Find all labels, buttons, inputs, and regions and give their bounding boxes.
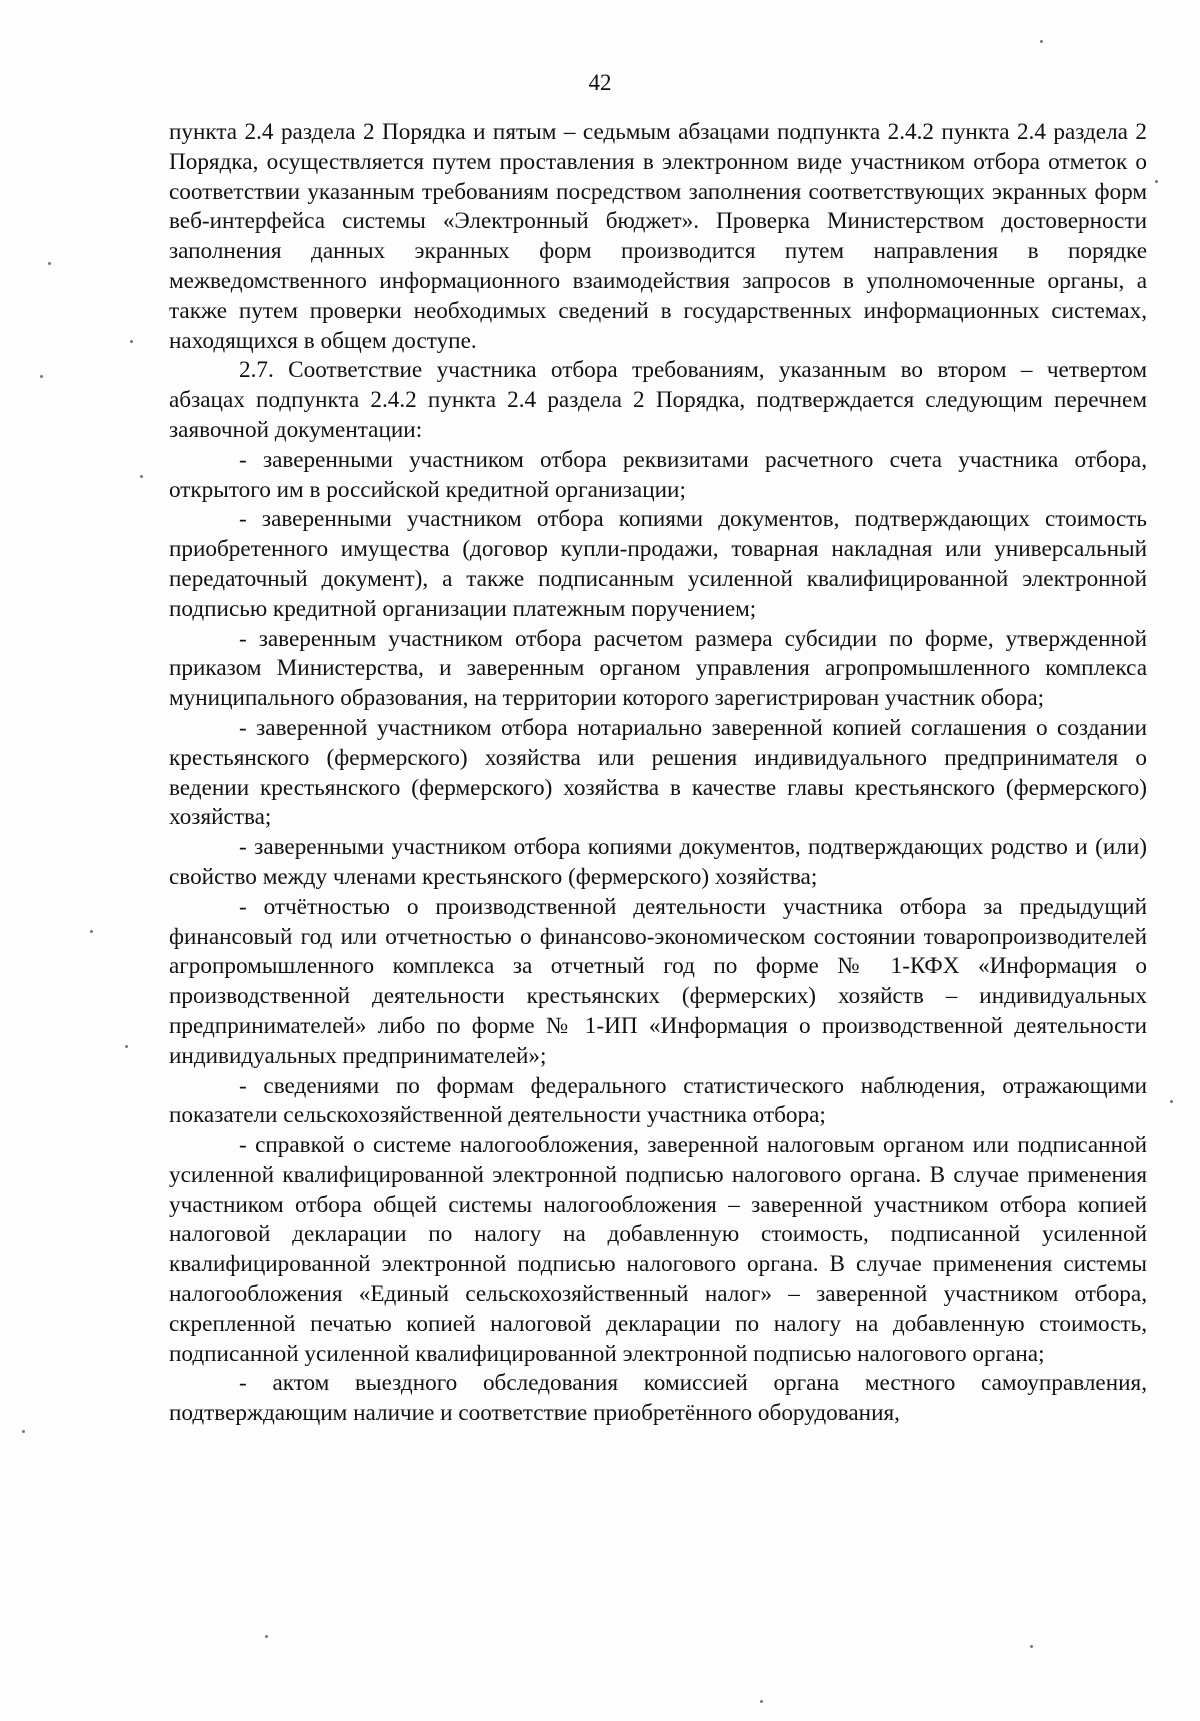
page-number: 42 <box>588 70 612 95</box>
list-item: - заверенной участником отбора нотариально заверенной копией соглашения о создании крестьянского (фермерского) хозяйства или решения индивидуального предпринимателя о ведении крестьянского (фермерского) хозяйства в качестве главы крестьянского (фермерского) хозяйства; <box>169 714 1147 831</box>
paragraph: 2.7. Соответствие участника отбора требованиям, указанным во втором – четвертом абзацах подпункта 2.4.2 пункта 2.4 раздела 2 Порядка, подтверждается следующим перечнем заявочной документации: <box>169 357 1147 443</box>
paragraph: пункта 2.4 раздела 2 Порядка и пятым – седьмым абзацами подпункта 2.4.2 пункта 2.4 раздела 2 Порядка, осуществляется путем проставления в электронном виде участником отбора отметок о соответствии указанным требованиям посредством заполнения соответствующих экранных форм веб-интерфейса системы «Электронный бюджет». Проверка Министерством достоверности заполнения данных экранных форм производится путем направления в порядке межведомственного информационного взаимодействия запросов в уполномоченные органы, а также путем проверки необходимых сведений в государственных информационных системах, находящихся в общем доступе. <box>169 119 1147 354</box>
scan-speck <box>1040 40 1043 43</box>
list-item: - заверенными участником отбора реквизитами расчетного счета участника отбора, открытого им в российской кредитной организации; <box>169 446 1147 503</box>
list-item: - заверенными участником отбора копиями документов, подтверждающих родство и (или) свойство между членами крестьянского (фермерского) хозяйства; <box>169 834 1147 890</box>
scan-speck <box>140 475 143 478</box>
scan-speck <box>48 262 51 265</box>
list-item: - сведениями по формам федерального статистического наблюдения, отражающими показатели сельскохозяйственной деятельности участника отбора; <box>169 1072 1147 1129</box>
scan-speck <box>1030 1645 1033 1648</box>
scan-speck <box>760 1700 763 1703</box>
scan-speck <box>90 930 93 933</box>
scan-speck <box>40 375 43 378</box>
scan-speck <box>125 1045 128 1048</box>
scan-speck <box>22 1430 25 1433</box>
scan-speck <box>1155 180 1158 183</box>
list-item: - актом выездного обследования комиссией органа местного самоуправления, подтверждающим наличие и соответствие приобретённого оборудования, <box>169 1370 1147 1427</box>
list-item: - отчётностью о производственной деятельности участника отбора за предыдущий финансовый год или отчетностью о финансово-экономическом состоянии товаропроизводителей агропромышленного комплекса за отчетный год по форме № 1-КФХ «Информация о производственной деятельности крестьянских (фермерских) хозяйств – индивидуальных предпринимателей» либо по форме № 1-ИП «Информация о производственной деятельности индивидуальных предпринимателей»; <box>169 893 1147 1069</box>
list-item: - справкой о системе налогообложения, заверенной налоговым органом или подписанной усиленной квалифицированной электронной подписью налогового органа. В случае применения участником отбора общей системы налогообложения – заверенной участником отбора копией налоговой декларации по налогу на добавленную стоимость, подписанной усиленной квалифицированной электронной подписью налогового органа. В случае применения системы налогообложения «Единый сельскохозяйственный налог» – заверенной участником отбора, скрепленной печатью копией налоговой декларации по налогу на добавленную стоимость, подписанной усиленной квалифицированной электронной подписью налогового органа; <box>169 1132 1147 1367</box>
scan-speck <box>265 1635 268 1638</box>
document-body <box>169 118 1147 1429</box>
scan-speck <box>130 340 133 343</box>
list-item: - заверенными участником отбора копиями документов, подтверждающих стоимость приобретенного имущества (договор купли-продажи, товарная накладная или универсальный передаточный документ), а также подписанным усиленной квалифицированной электронной подписью кредитной организации платежным поручением; <box>169 506 1147 622</box>
list-item: - заверенным участником отбора расчетом размера субсидии по форме, утвержденной приказом Министерства, и заверенным органом управления агропромышленного комплекса муниципального образования, на территории которого зарегистрирован участник обора; <box>169 625 1147 712</box>
scan-speck <box>1170 1100 1173 1103</box>
